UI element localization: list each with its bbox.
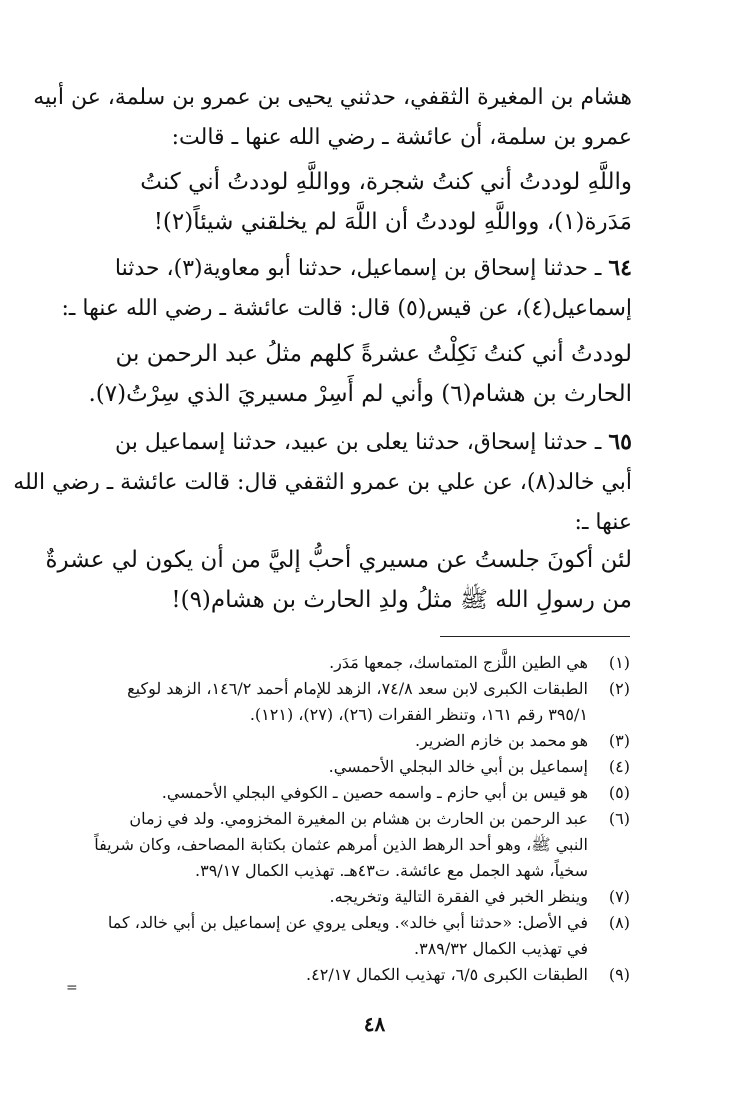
footnote-item [60, 780, 630, 806]
hadith-text: ـ حدثنا إسحاق، حدثنا يعلى بن عبيد، حدثنا إسماعيل بن [114, 430, 609, 455]
quote-line: من رسولِ الله ﷺ مثلُ ولدِ الحارث بن هشام(٩)! [171, 587, 632, 613]
footnote-item [60, 884, 630, 910]
text-line: أبي خالد(٨)، عن علي بن عمرو الثقفي قال: قالت عائشة ـ رضي الله [13, 470, 632, 495]
page-number: ٤٨ [363, 1012, 386, 1036]
footnote-line: الطبقات الكبرى لابن سعد ٧٤/٨، الزهد للإمام أحمد ١٤٦/٢، الزهد لوكيع [127, 679, 588, 698]
footnote-number: (١) [608, 653, 630, 672]
text-line: عنها ـ: [574, 510, 632, 535]
hadith-64 [61, 248, 632, 329]
quote-aisha-1 [72, 162, 632, 242]
quote-aisha-2 [72, 334, 632, 414]
footnote-number: (٥) [608, 783, 630, 802]
footnote-text [60, 650, 588, 676]
footnote-text [60, 676, 588, 728]
footnote-item [60, 728, 630, 754]
quote-line: واللَّهِ لوددتُ أني كنتُ شجرة، وواللَّهِ لوددتُ أني كنتُ [140, 169, 632, 195]
footnote-text [60, 910, 588, 962]
hadith-text: ـ حدثنا إسحاق بن إسماعيل، حدثنا أبو معاوية(٣)، حدثنا [114, 256, 609, 281]
footnote-number: (٦) [608, 809, 630, 828]
hadith-number: ٦٤ [608, 255, 632, 281]
quote-aisha-3 [45, 540, 632, 620]
footnote-line: هو محمد بن خازم الضرير. [414, 731, 588, 750]
footnotes [60, 650, 630, 988]
footnote-number: (٣) [608, 731, 630, 750]
footnote-number: (٤) [608, 757, 630, 776]
text-line [72, 422, 632, 463]
footnote-item [60, 806, 630, 884]
footnote-text [60, 780, 588, 806]
footnote-line: في تهذيب الكمال ٣٨٩/٣٢. [414, 939, 588, 958]
footnote-number: (٢) [608, 679, 630, 698]
footnote-number: (٧) [608, 887, 630, 906]
footnote-line: هو قيس بن أبي حازم ـ واسمه حصين ـ الكوفي البجلي الأحمسي. [161, 783, 588, 802]
footnote-line: سخياً، شهد الجمل مع عائشة. ت٤٣هـ. تهذيب الكمال ٣٩/١٧. [195, 861, 588, 880]
footnote-line: في الأصل: «حدثنا أبي خالد». ويعلى يروي عن إسماعيل بن أبي خالد، كما [107, 913, 588, 932]
quote-line: لئن أكونَ جلستُ عن مسيري أحبُّ إليَّ من أن يكون لي عشرةٌ [45, 547, 632, 573]
margin-equals-mark: = [66, 980, 78, 996]
footnote-item [60, 962, 630, 988]
text-line [72, 248, 632, 289]
quote-line: لوددتُ أني كنتُ نَكِلْتُ عشرةً كلهم مثلُ عبد الرحمن بن [115, 341, 632, 367]
footnote-number: (٩) [608, 965, 630, 984]
footnote-item [60, 754, 630, 780]
text-line: هشام بن المغيرة الثقفي، حدثني يحيى بن عمرو بن سلمة، عن أبيه [33, 85, 632, 110]
footnote-line: عبد الرحمن بن الحارث بن هشام بن المغيرة المخزومي. ولد في زمان [129, 809, 588, 828]
footnote-number: (٨) [608, 913, 630, 932]
footnote-line: الطبقات الكبرى ٦/٥، تهذيب الكمال ٤٢/١٧. [306, 965, 588, 984]
footnote-item [60, 676, 630, 728]
text-line: عمرو بن سلمة، أن عائشة ـ رضي الله عنها ـ قالت: [171, 125, 632, 150]
footnote-text [60, 884, 588, 910]
footnote-item [60, 650, 630, 676]
footnote-line: النبي ﷺ، وهو أحد الرهط الذين أمرهم عثمان بكتابة المصاحف، وكان شريفاً [94, 835, 588, 854]
footnote-divider [440, 636, 630, 637]
footnote-line: هي الطين اللَّزج المتماسك، جمعها مَدَر. [329, 653, 588, 672]
footnote-text [60, 806, 588, 884]
footnote-text [60, 728, 588, 754]
footnote-text [60, 754, 588, 780]
quote-line: الحارث بن هشام(٦) وأني لم أَسِرْ مسيريَ الذي سِرْتُ(٧). [88, 381, 632, 407]
paragraph-isnad-63 [33, 78, 632, 158]
hadith-number: ٦٥ [608, 429, 632, 455]
quote-line: مَدَرة(١)، وواللَّهِ لوددتُ أن اللَّهَ لم يخلقني شيئاً(٢)! [153, 209, 632, 235]
text-line: إسماعيل(٤)، عن قيس(٥) قال: قالت عائشة ـ رضي الله عنها ـ: [61, 296, 632, 321]
footnote-item [60, 910, 630, 962]
footnote-line: إسماعيل بن أبي خالد البجلي الأحمسي. [328, 757, 588, 776]
footnote-line: ٣٩٥/١ رقم ١٦١، وتنظر الفقرات (٢٦)، (٢٧)، (١٢١). [249, 705, 588, 724]
hadith-65 [13, 422, 632, 543]
footnote-line: وينظر الخبر في الفقرة التالية وتخريجه. [329, 887, 588, 906]
footnote-text [60, 962, 588, 988]
